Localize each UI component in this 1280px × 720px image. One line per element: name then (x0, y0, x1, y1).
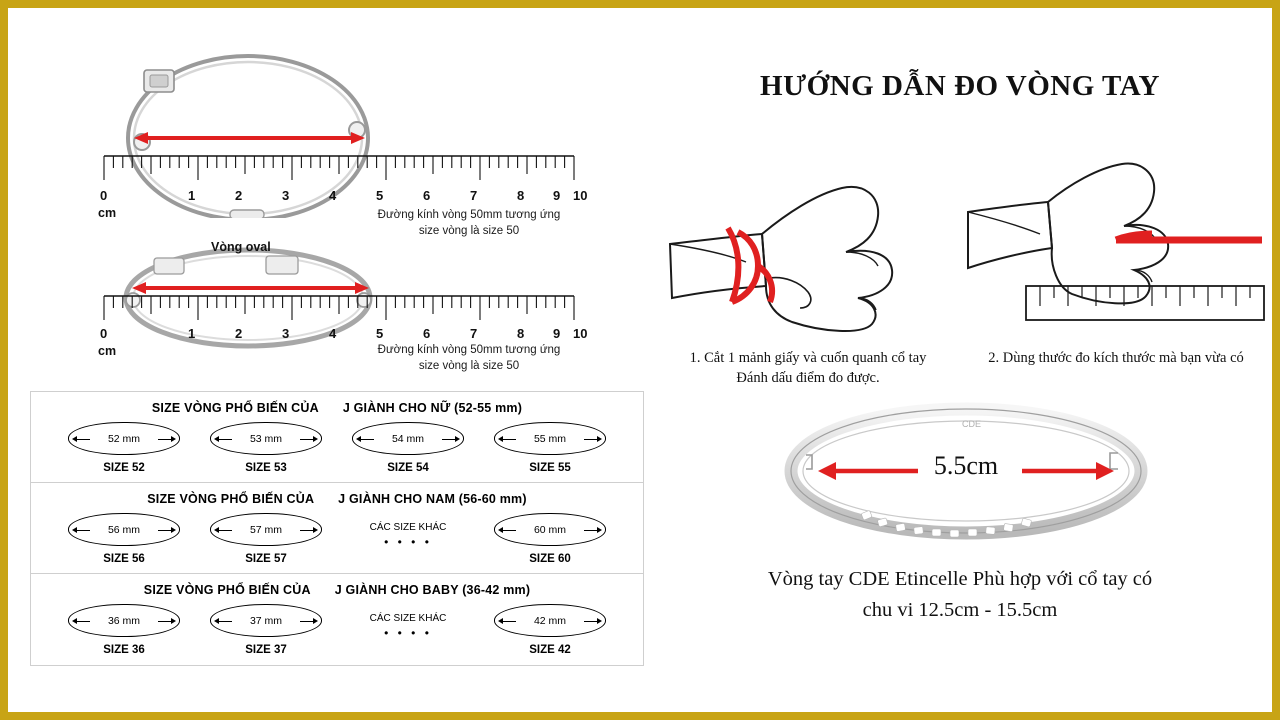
size-oval-56 (68, 513, 180, 546)
size-cell-other-men (348, 513, 468, 548)
ruler-tick-8: 8 (517, 188, 525, 203)
size-group-women (31, 392, 643, 483)
size-cell-other-baby (348, 604, 468, 639)
oval-ruler-tick-6: 6 (423, 326, 431, 341)
other-sizes-label-men: CÁC SIZE KHÁC (369, 522, 447, 533)
size-label-36: SIZE 36 (103, 644, 145, 656)
size-value-52: 52 mm (107, 432, 141, 445)
step1-line2: Đánh dấu điểm đo được. (736, 370, 880, 387)
ruler-tick-2: 2 (235, 188, 243, 203)
oval-caption-line2: size vòng là size 50 (418, 359, 520, 372)
poster-canvas (8, 8, 1272, 712)
size-label-54: SIZE 54 (387, 462, 429, 474)
oval-bangle-ruler-diagram (26, 208, 626, 372)
arrow-left-icon (76, 621, 90, 622)
footer-line1: Vòng tay CDE Etincelle Phù hợp với cổ tay có (767, 568, 1153, 590)
size-group-women-head-left: SIZE VÒNG PHỔ BIẾN CỦA (151, 401, 319, 415)
ruler-tick-9: 9 (553, 188, 561, 203)
size-group-men-head-right: J GIÀNH CHO NAM (56-60 mm) (338, 492, 527, 506)
arrow-left-icon (218, 530, 232, 531)
size-label-53: SIZE 53 (245, 462, 287, 474)
arrow-left-icon (502, 530, 516, 531)
right-column (648, 8, 1272, 712)
size-label-56: SIZE 56 (103, 553, 145, 565)
ruler-unit-cm: cm (98, 206, 117, 220)
oval-ruler-tick-4: 4 (329, 326, 337, 341)
arrow-right-icon (584, 530, 598, 531)
oval-ruler-tick-2: 2 (235, 326, 243, 341)
size-value-55: 55 mm (533, 432, 567, 445)
size-group-women-head-right: J GIÀNH CHO NỮ (52-55 mm) (342, 401, 523, 415)
size-oval-36 (68, 604, 180, 637)
oval-ruler-tick-8: 8 (517, 326, 525, 341)
round-caption-line1: Đường kính vòng 50mm tương ứng (377, 209, 561, 221)
arrow-left-icon (76, 530, 90, 531)
oval-ruler-tick-5: 5 (376, 326, 384, 341)
ruler-tick-6: 6 (423, 188, 431, 203)
size-cell-37 (206, 604, 326, 656)
round-caption-line2: size vòng là size 50 (418, 224, 520, 237)
arrow-right-icon (584, 439, 598, 440)
oval-ruler-tick-9: 9 (553, 326, 561, 341)
arrow-right-icon (158, 621, 172, 622)
size-value-37: 37 mm (249, 614, 283, 627)
svg-text:CDE: CDE (962, 419, 982, 429)
size-value-56: 56 mm (107, 523, 141, 536)
ruler-tick-5: 5 (376, 188, 384, 203)
size-cell-52 (64, 422, 184, 474)
size-cell-60 (490, 513, 610, 565)
size-cell-42 (490, 604, 610, 656)
footer-line2: chu vi 12.5cm - 15.5cm (862, 598, 1058, 621)
size-oval-55 (494, 422, 606, 455)
other-sizes-dots-men: • • • • (384, 535, 432, 549)
size-cell-53 (206, 422, 326, 474)
size-value-57: 57 mm (249, 523, 283, 536)
oval-ruler-tick-10: 10 (573, 326, 588, 341)
footer-note (660, 564, 1260, 626)
arrow-left-icon (360, 439, 374, 440)
size-value-54: 54 mm (391, 432, 425, 445)
step1-caption (658, 348, 958, 389)
size-value-60: 60 mm (533, 523, 567, 536)
arrow-left-icon (76, 439, 90, 440)
bangle-measure-label: 5.5cm (933, 451, 999, 480)
size-cell-36 (64, 604, 184, 656)
size-label-42: SIZE 42 (529, 644, 571, 656)
arrow-right-icon (158, 530, 172, 531)
size-group-men-head-left: SIZE VÒNG PHỔ BIẾN CỦA (147, 492, 315, 506)
step2-hand-ruler-illustration (966, 136, 1266, 336)
oval-ruler-tick-0: 0 (100, 326, 108, 341)
arrow-right-icon (300, 439, 314, 440)
step1-hand-illustration (666, 136, 966, 336)
size-oval-54 (352, 422, 464, 455)
arrow-left-icon (502, 621, 516, 622)
round-bangle-ruler-diagram (26, 38, 626, 237)
size-label-37: SIZE 37 (245, 644, 287, 656)
bangle-measurement-illustration (766, 393, 1166, 553)
arrow-left-icon (218, 439, 232, 440)
size-oval-52 (68, 422, 180, 455)
step2-caption (966, 348, 1266, 368)
oval-ruler-tick-7: 7 (470, 326, 478, 341)
ruler-tick-10: 10 (573, 188, 588, 203)
arrow-right-icon (584, 621, 598, 622)
size-group-men (31, 483, 643, 574)
size-label-60: SIZE 60 (529, 553, 571, 565)
arrow-right-icon (158, 439, 172, 440)
size-cell-55 (490, 422, 610, 474)
oval-ruler-unit-cm: cm (98, 344, 117, 358)
ruler-tick-0: 0 (100, 188, 108, 203)
size-value-53: 53 mm (249, 432, 283, 445)
left-column (8, 8, 648, 712)
size-oval-37 (210, 604, 322, 637)
size-oval-60 (494, 513, 606, 546)
oval-ruler-tick-1: 1 (188, 326, 196, 341)
size-cell-56 (64, 513, 184, 565)
ruler-tick-4: 4 (329, 188, 337, 203)
size-oval-42 (494, 604, 606, 637)
size-label-55: SIZE 55 (529, 462, 571, 474)
size-oval-53 (210, 422, 322, 455)
size-cell-57 (206, 513, 326, 565)
size-cell-54 (348, 422, 468, 474)
step1-line1: 1. Cắt 1 mảnh giấy và cuốn quanh cổ tay (689, 350, 927, 366)
arrow-right-icon (300, 530, 314, 531)
size-oval-57 (210, 513, 322, 546)
arrow-right-icon (300, 621, 314, 622)
size-chart-table (30, 391, 644, 666)
size-group-baby-head-left: SIZE VÒNG PHỔ BIẾN CỦA (143, 583, 311, 597)
size-group-baby (31, 574, 643, 665)
arrow-left-icon (502, 439, 516, 440)
page-title: HƯỚNG DẪN ĐO VÒNG TAY (760, 70, 1160, 102)
ruler-tick-3: 3 (282, 188, 290, 203)
ruler-tick-1: 1 (188, 188, 196, 203)
ruler-tick-7: 7 (470, 188, 478, 203)
size-value-42: 42 mm (533, 614, 567, 627)
other-sizes-dots-baby: • • • • (384, 626, 432, 640)
arrow-right-icon (442, 439, 456, 440)
size-group-baby-head-right: J GIÀNH CHO BABY (36-42 mm) (334, 583, 531, 597)
size-label-57: SIZE 57 (245, 553, 287, 565)
size-label-52: SIZE 52 (103, 462, 145, 474)
size-value-36: 36 mm (107, 614, 141, 627)
arrow-left-icon (218, 621, 232, 622)
oval-ruler-caption (344, 343, 594, 374)
oval-ruler-tick-3: 3 (282, 326, 290, 341)
step2-line1: 2. Dùng thước đo kích thước mà bạn vừa có (988, 350, 1244, 366)
oval-label: Vòng oval (211, 240, 271, 254)
other-sizes-label-baby: CÁC SIZE KHÁC (369, 613, 447, 624)
oval-caption-line1: Đường kính vòng 50mm tương ứng (377, 344, 561, 356)
